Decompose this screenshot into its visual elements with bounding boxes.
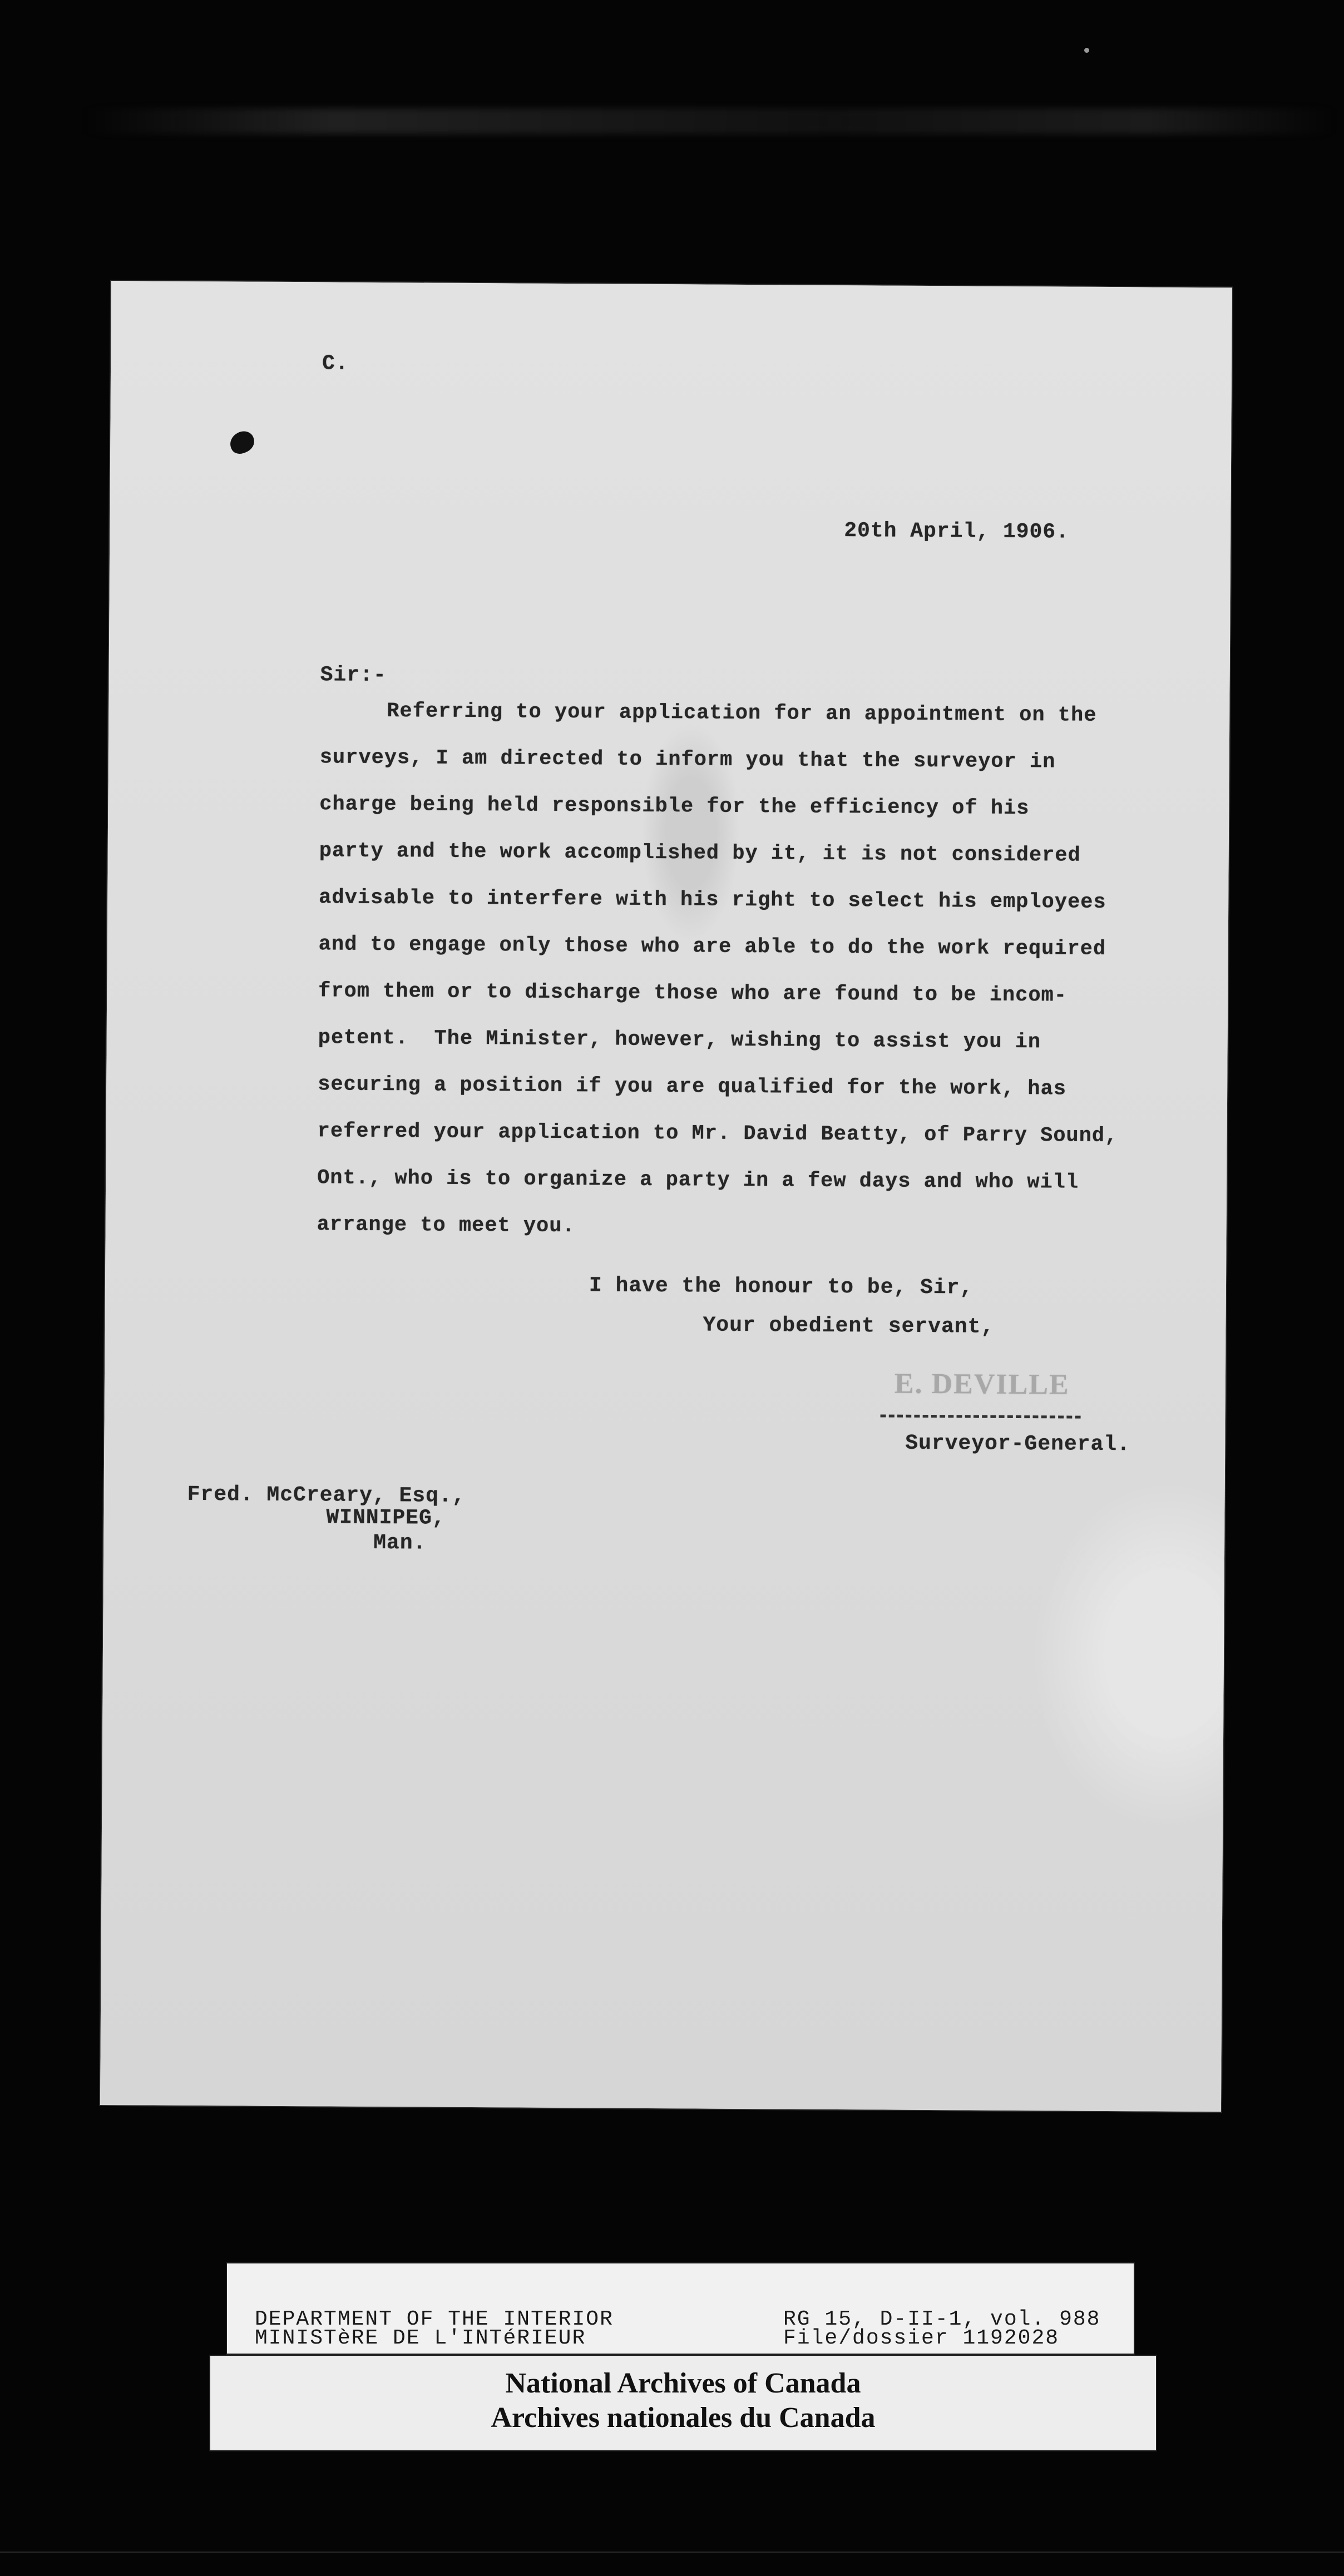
letter-date: 20th April, 1906. [844,519,1070,544]
closing-courtesy: I have the honour to be, Sir, [589,1274,974,1300]
department-english: DEPARTMENT OF THE INTERIOR [255,2307,614,2331]
salutation: Sir:- [320,663,387,688]
body-line: charge being held responsible for the efficiency of his [319,792,1030,821]
body-line: from them or to discharge those who are found to be incom- [318,979,1068,1008]
addressee-name: Fred. McCreary, Esq., [187,1482,466,1508]
closing-servant: Your obedient servant, [703,1313,995,1339]
body-line: surveys, I am directed to inform you that the surveyor in [319,746,1056,774]
archive-name-label [210,2356,1156,2450]
file-number: File/dossier 1192028 [783,2326,1060,2350]
body-line: advisable to interfere with his right to select his employees [319,886,1106,914]
ink-blot [227,428,257,457]
record-group: RG 15, D-II-1, vol. 988 [783,2307,1101,2331]
body-line: and to engage only those who are able to do the work required [318,933,1106,961]
body-line: petent. The Minister, however, wishing to assist you in [318,1026,1041,1054]
archive-name-french: Archives nationales du Canada [491,2402,876,2434]
signature-stamp: E. DEVILLE [894,1368,1070,1401]
letter-body [317,699,1165,1265]
department-french: MINISTèRE DE L'INTéRIEUR [255,2326,586,2350]
addressee-province: Man. [373,1530,427,1555]
body-line: arrange to meet you. [317,1213,575,1239]
signer-title: Surveyor-General. [905,1431,1131,1457]
signature-rule [881,1414,1081,1418]
addressee-city: WINNIPEG, [326,1505,446,1530]
body-line: Referring to your application for an appointment on the [387,700,1097,727]
body-line: party and the work accomplished by it, it is not considered [319,839,1081,868]
body-line: referred your application to Mr. David Beatty, of Parry Sound, [317,1119,1118,1148]
film-noise-band [83,108,1335,134]
body-line: securing a position if you are qualified for the work, has [318,1073,1067,1101]
archive-reference-label [227,2263,1134,2354]
archive-name-english: National Archives of Canada [505,2367,861,2399]
letter-sheet [100,281,1232,2112]
reference-letter: C. [322,351,349,376]
body-line: Ont., who is to organize a party in a few days and who will [317,1166,1079,1195]
film-speck [1084,48,1089,53]
film-edge-line [0,2552,1344,2553]
